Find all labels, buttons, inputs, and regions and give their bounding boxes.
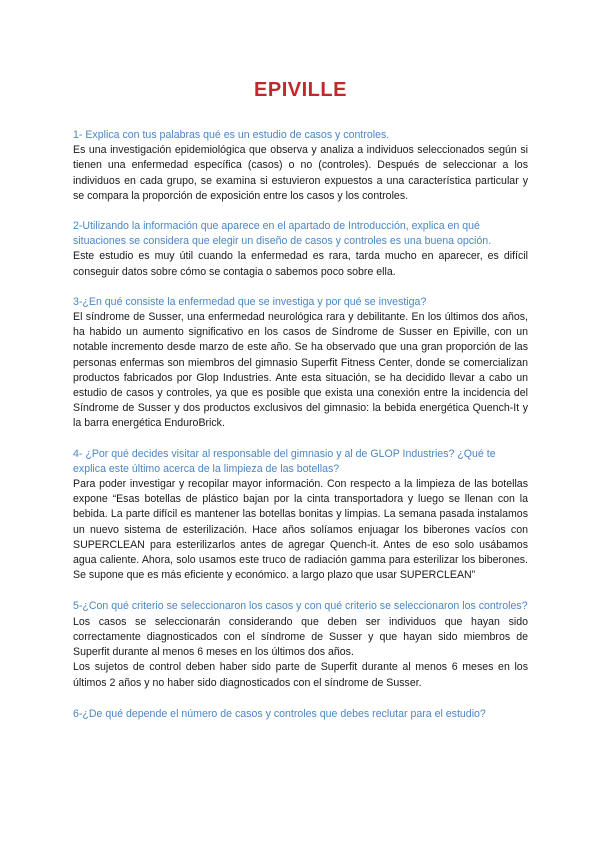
answer-text: Para poder investigar y recopilar mayor información. Con respecto a la limpieza de las botellas expone “Esas botellas de plástico bajan por la cinta transportadora y luego se llenan con la bebida. La parte difícil es mantener las botellas bonitas y limpias. La semana pasada instalamos un nuevo sistema de esterilización. Hace años solíamos enjuagar los biberones vacíos con SUPERCLEAN para esterilizarlos antes de agregar Quench-it. Antes de eso solo usábamos agua caliente. Ahora, solo usamos este truco de radiación gamma para esterilizar los biberones. Se supone que es más eficiente y económico. a largo plazo que usar SUPERCLEAN” <box>73 478 528 582</box>
question-section-4 <box>73 447 528 584</box>
answer-text: Los casos se seleccionarán considerando que deben ser individuos que hayan sido correctamente diagnosticados con el síndrome de Susser y que hayan sido miembros de Superfit durante al menos 6 meses en los últimos dos años. <box>73 615 528 659</box>
question-text: 3-¿En qué consiste la enfermedad que se investiga y por qué se investiga? <box>73 295 427 308</box>
answer-text: Los sujetos de control deben haber sido parte de Superfit durante al menos 6 meses en los últimos 2 años y no haber sido diagnosticados con el síndrome de Susser. <box>73 661 528 689</box>
question-section-2 <box>73 219 528 280</box>
question-text: 2-Utilizando la información que aparece en el apartado de Introducción, explica en qué situaciones se considera que elegir un diseño de casos y controles es una buena opción. <box>73 220 492 248</box>
answer-text: El síndrome de Susser, una enfermedad neurológica rara y debilitante. En los últimos dos años, ha habido un aumento significativo en los casos de Síndrome de Susser en Epiville, con un notable incremento desde marzo de este año. Se ha observado que una gran proporción de las personas enfermas son miembros del gimnasio Superfit Fitness Center, donde se comercializan productos fabricados por Glop Industries. Ante esta situación, se ha decidido llevar a cabo un estudio de casos y controles, ya que es posible que exista una conexión entre la incidencia del Síndrome de Susser y dos productos exclusivos del gimnasio: la bebida energética Quench-It y la barra energética EnduroBrick. <box>73 311 528 430</box>
answer-text: Este estudio es muy útil cuando la enfermedad es rara, tarda mucho en aparecer, es difícil conseguir datos sobre cómo se contagia o sabemos poco sobre ella. <box>73 250 528 278</box>
question-section-6 <box>73 707 528 722</box>
question-text: 1- Explica con tus palabras qué es un estudio de casos y controles. <box>73 129 390 141</box>
question-section-5 <box>73 599 528 690</box>
answer-text: Es una investigación epidemiológica que observa y analiza a individuos seleccionados según si tienen una enfermedad específica (casos) o no (controles). Después de seleccionar a los individuos en cada grupo, se examina si estuvieron expuestos a una característica particular y se compara la proporción de exposición entre los casos y los controles. <box>73 144 528 202</box>
document-title: EPIVILLE <box>254 79 347 101</box>
question-text: 6-¿De qué depende el número de casos y controles que debes reclutar para el estudio? <box>73 707 486 720</box>
question-section-3 <box>73 295 528 432</box>
question-text: 5-¿Con qué criterio se seleccionaron los casos y con qué criterio se seleccionaron los controles? <box>73 600 528 613</box>
question-text: 4- ¿Por qué decides visitar al responsable del gimnasio y al de GLOP Industries? ¿Qué te explica este último acerca de la limpieza de las botellas? <box>73 447 496 475</box>
question-section-1 <box>73 128 528 204</box>
